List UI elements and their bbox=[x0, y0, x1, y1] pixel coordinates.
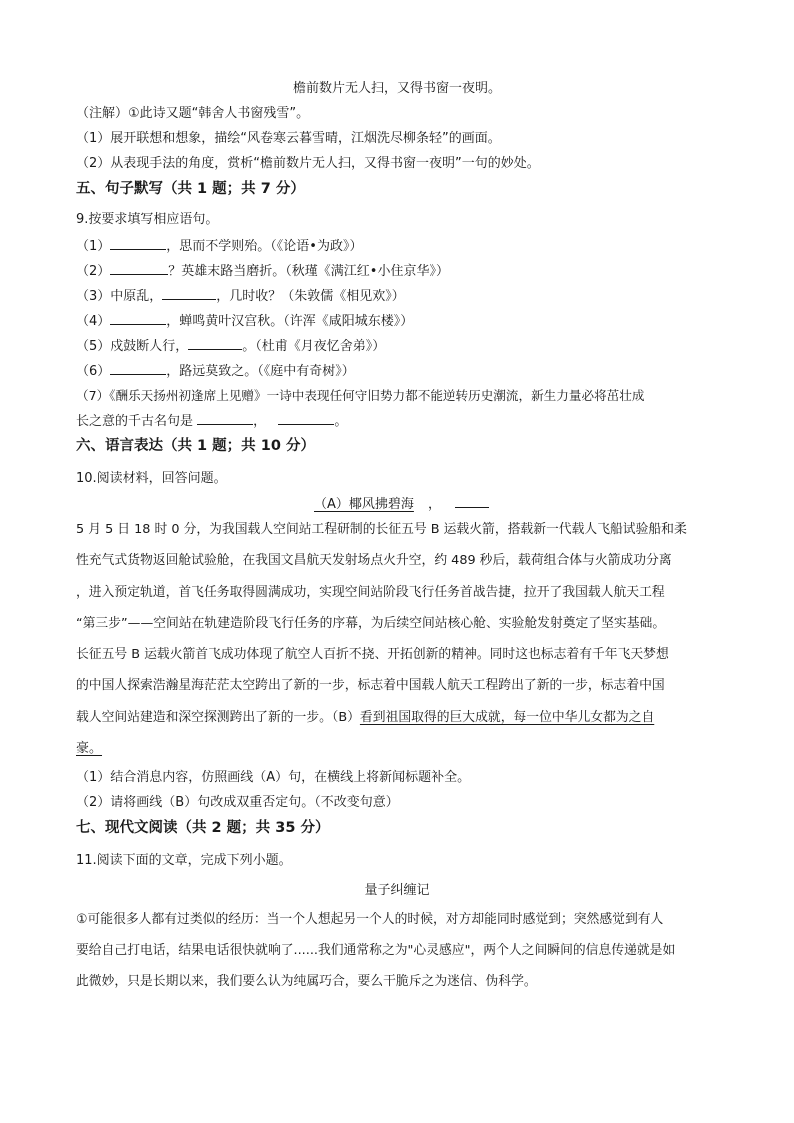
dictation-item-5: （5）戍鼓断人行， 。（杜甫《月夜忆舍弟》） bbox=[76, 336, 385, 357]
answer-blank[interactable] bbox=[110, 236, 166, 250]
passage-line-7: 载人空间站建造和深空探测跨出了新的一步。（B）看到祖国取得的巨大成就，每一位中华儿女都为之自 bbox=[76, 710, 655, 725]
passage-line-8: 豪。 bbox=[76, 741, 103, 756]
answer-blank[interactable] bbox=[110, 261, 168, 275]
section-6-heading: 六、语言表达（共 1 题；共 10 分） bbox=[76, 438, 315, 454]
section-5-heading: 五、句子默写（共 1 题；共 7 分） bbox=[76, 181, 305, 197]
dictation-item-7-cont: 长之意的千古名句是 ， 。 bbox=[76, 411, 347, 432]
passage-line-2: 性充气式货物返回舱试验舱，在我国文昌航天发射场点火升空，约 489 秒后，载荷组合体与火箭成功分离 bbox=[76, 553, 672, 568]
news-title: （A）椰风拂碧海 ， bbox=[314, 494, 489, 515]
question-9: 9.按要求填写相应语句。 bbox=[76, 212, 219, 227]
question-10-1: （1）结合消息内容，仿照画线（A）句，在横线上将新闻标题补全。 bbox=[76, 770, 471, 785]
poem-last-line: 檐前数片无人扫，又得书窗一夜明。 bbox=[292, 81, 501, 96]
dictation-item-4: （4） ，蝉鸣黄叶汉宫秋。（许浑《咸阳城东楼》） bbox=[76, 311, 413, 332]
title-answer-blank[interactable] bbox=[455, 494, 489, 508]
question-11: 11.阅读下面的文章，完成下列小题。 bbox=[76, 853, 292, 868]
answer-blank[interactable] bbox=[188, 336, 242, 350]
dictation-item-7: （7）《酬乐天扬州初逢席上见赠》一诗中表现任何守旧势力都不能逆转历史潮流，新生力量必将茁壮成 bbox=[76, 388, 645, 403]
answer-blank[interactable] bbox=[278, 411, 334, 425]
question-10-2: （2）请将画线（B）句改成双重否定句。（不改变句意） bbox=[76, 795, 399, 810]
section-7-heading: 七、现代文阅读（共 2 题；共 35 分） bbox=[76, 820, 330, 836]
article-line-1: ①可能很多人都有过类似的经历：当一个人想起另一个人的时候，对方却能同时感觉到；突然感觉到有人 bbox=[76, 912, 664, 927]
underlined-sentence-a: （A）椰风拂碧海 bbox=[314, 497, 414, 512]
poem-question-2: （2）从表现手法的角度，赏析“檐前数片无人扫，又得书窗一夜明”一句的妙处。 bbox=[76, 156, 540, 171]
poem-question-1: （1）展开联想和想象，描绘“风卷寒云暮雪晴，江烟洗尽柳条轻”的画面。 bbox=[76, 131, 501, 146]
article-line-3: 此微妙，只是长期以来，我们要么认为纯属巧合，要么干脆斥之为迷信、伪科学。 bbox=[76, 974, 537, 989]
passage-line-6: 的中国人探索浩瀚星海茫茫太空跨出了新的一步，标志着中国载人航天工程跨出了新的一步，标志着中国 bbox=[76, 678, 665, 693]
poem-note: （注解）①此诗又题“韩舍人书窗残雪”。 bbox=[76, 106, 310, 121]
dictation-item-1: （1） ，思而不学则殆。（《论语•为政》） bbox=[76, 236, 362, 257]
article-line-2: 要给自己打电话，结果电话很快就响了......我们通常称之为"心灵感应"，两个人之间瞬间的信息传递就是如 bbox=[76, 943, 676, 958]
answer-blank[interactable] bbox=[110, 311, 166, 325]
answer-blank[interactable] bbox=[162, 286, 216, 300]
dictation-item-2: （2） ？英雄末路当磨折。（秋瑾《满江红•小住京华》） bbox=[76, 261, 449, 282]
article-title: 量子纠缠记 bbox=[364, 883, 430, 898]
underlined-sentence-b: 看到祖国取得的巨大成就，每一位中华儿女都为之自 bbox=[359, 710, 655, 725]
answer-blank[interactable] bbox=[110, 361, 166, 375]
dictation-item-3: （3）中原乱， ，几时收？（朱敦儒《相见欢》） bbox=[76, 286, 405, 307]
dictation-item-6: （6） ，路远莫致之。（《庭中有奇树》） bbox=[76, 361, 355, 382]
passage-line-3: ，进入预定轨道，首飞任务取得圆满成功，实现空间站阶段飞行任务首战告捷，拉开了我国载人航天工程 bbox=[76, 585, 665, 600]
question-10: 10.阅读材料，回答问题。 bbox=[76, 471, 227, 486]
passage-line-4: “第三步”——空间站在轨建造阶段飞行任务的序幕，为后续空间站核心舱、实验舱发射奠定了坚实基础。 bbox=[76, 616, 666, 631]
passage-line-5: 长征五号 B 运载火箭首飞成功体现了航空人百折不挠、开拓创新的精神。同时这也标志着有千年飞天梦想 bbox=[76, 647, 669, 662]
answer-blank[interactable] bbox=[197, 411, 253, 425]
passage-line-1: 5 月 5 日 18 时 0 分，为我国载人空间站工程研制的长征五号 B 运载火箭，搭载新一代载人飞船试验船和柔 bbox=[76, 522, 687, 537]
